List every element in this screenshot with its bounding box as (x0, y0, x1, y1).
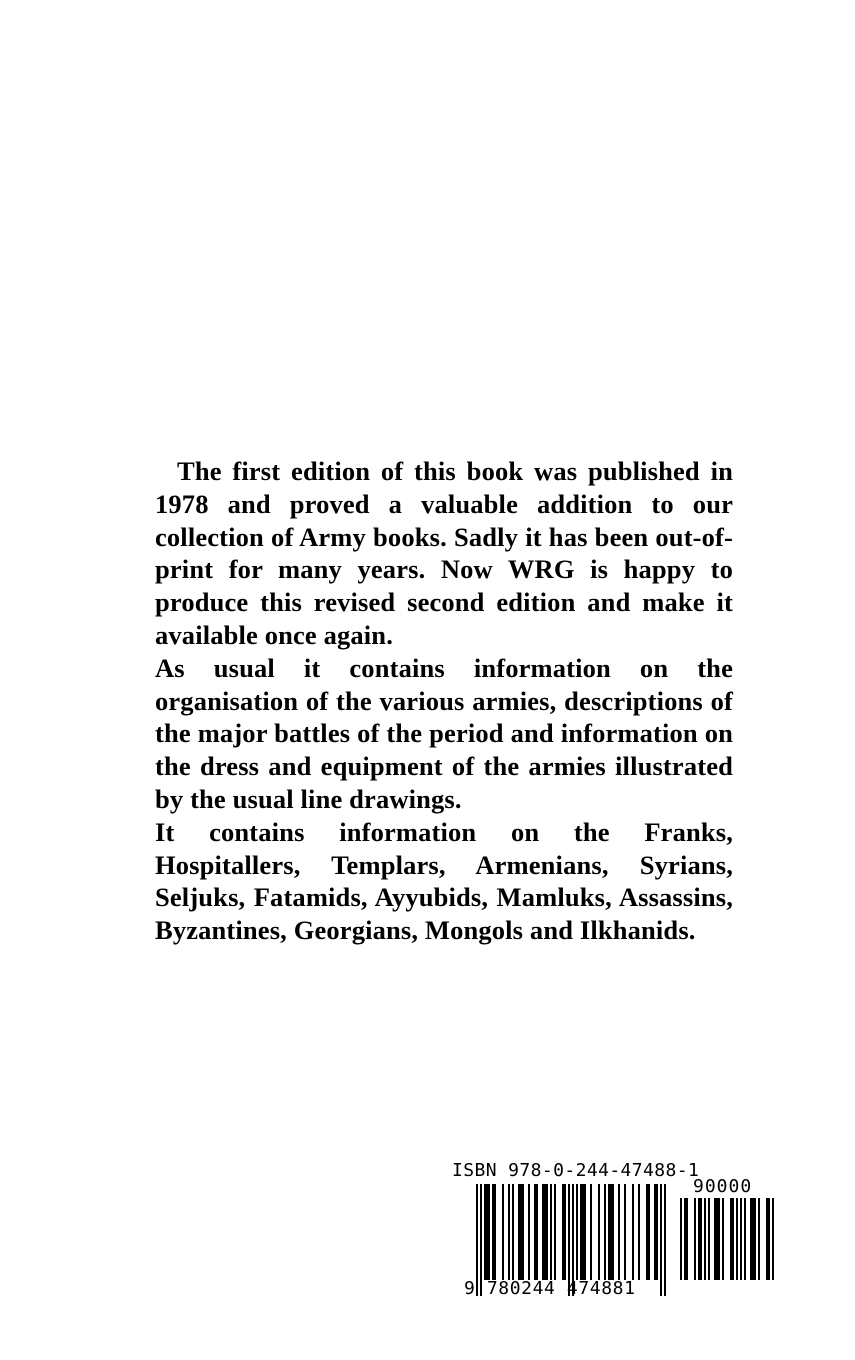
barcode-bar (648, 1184, 650, 1280)
barcode-bar (654, 1184, 656, 1280)
barcode-bar (660, 1184, 662, 1296)
price-barcode-bar (766, 1198, 768, 1280)
barcode-bar (494, 1184, 496, 1280)
price-barcode-bar (722, 1198, 724, 1280)
price-barcode-bar (752, 1198, 754, 1280)
price-barcode-bar (684, 1198, 686, 1280)
barcode-bar (656, 1184, 658, 1280)
barcode-bar (528, 1184, 530, 1280)
price-barcode-bar (680, 1198, 682, 1280)
price-barcode-bar (744, 1198, 746, 1280)
price-barcode-bar (704, 1198, 706, 1280)
barcode-bar (612, 1184, 614, 1280)
barcode-bar (484, 1184, 486, 1280)
price-barcode-bar (718, 1198, 720, 1280)
price-barcode-bar (714, 1198, 716, 1280)
barcode-bar (632, 1184, 634, 1280)
barcode-bar (580, 1184, 582, 1280)
price-barcode-bar (772, 1198, 774, 1280)
barcode-bar (550, 1184, 552, 1280)
price-code: 90000 (693, 1176, 753, 1197)
price-barcode-bar (698, 1198, 700, 1280)
price-barcode-bar (686, 1198, 688, 1280)
barcode-bar (618, 1184, 620, 1280)
barcode-bar (488, 1184, 490, 1280)
price-barcode-bar (732, 1198, 734, 1280)
barcode-bar (554, 1184, 556, 1280)
price-barcode-bar (754, 1198, 756, 1280)
barcode-bar (518, 1184, 520, 1280)
barcode-bar (508, 1184, 510, 1280)
barcode-bar (582, 1184, 584, 1280)
barcode-bar (522, 1184, 524, 1280)
price-barcode-bar (716, 1198, 718, 1280)
ean-digits: 9 780244 474881 (464, 1278, 636, 1299)
barcode-bar (610, 1184, 612, 1280)
barcode-bar (638, 1184, 640, 1280)
barcode-bar (598, 1184, 600, 1280)
barcode-bar (502, 1184, 504, 1280)
barcode-bar (584, 1184, 586, 1280)
barcode-bar (590, 1184, 592, 1280)
price-barcode-bar (758, 1198, 760, 1280)
barcode-bar (564, 1184, 566, 1280)
barcode-bar (542, 1184, 544, 1280)
barcode-bar (608, 1184, 610, 1280)
barcode-bar (664, 1184, 666, 1296)
barcode-bar (544, 1184, 546, 1280)
barcode-bar (512, 1184, 514, 1280)
barcode-bar (546, 1184, 548, 1280)
blurb-paragraph-2: As usual it contains information on the organisation of the various armies, descriptions of the major battles of the period and information on the dress and equipment of the armies illustrated by the usual line drawings. (155, 652, 733, 814)
price-barcode-bar (768, 1198, 770, 1280)
barcode-bar (536, 1184, 538, 1280)
price-barcode-bar (740, 1198, 742, 1280)
barcode-bar (534, 1184, 536, 1280)
barcode-bar (646, 1184, 648, 1280)
price-barcode-bar (694, 1198, 696, 1280)
price-barcode-bar (736, 1198, 738, 1280)
barcode-bar (520, 1184, 522, 1280)
back-cover-blurb (155, 455, 733, 947)
price-barcode-bar (730, 1198, 732, 1280)
barcode-bar (624, 1184, 626, 1280)
price-barcode-bar (750, 1198, 752, 1280)
price-barcode-bar (708, 1198, 710, 1280)
barcode-bar (492, 1184, 494, 1280)
barcode-bar (576, 1184, 578, 1280)
blurb-paragraph-1: The first edition of this book was published in 1978 and proved a valuable addition to our collection of Army books. Sadly it has been out-of-print for many years. Now WRG is happy to produce this revised second edition and make it available once again. (155, 456, 733, 650)
price-barcode-bar (700, 1198, 702, 1280)
isbn-label: ISBN 978-0-244-47488-1 (452, 1160, 700, 1181)
barcode-bar (562, 1184, 564, 1280)
barcode-bar (486, 1184, 488, 1280)
blurb-paragraph-3: It contains information on the Franks, Hospitallers, Templars, Armenians, Syrians, Seljuks, Fatamids, Ayyubids, Mamluks, Assassins, Byzantines, Georgians, Mongols and Ilkhanids. (155, 816, 733, 946)
isbn-barcode (452, 1160, 774, 1302)
barcode-bar (604, 1184, 606, 1280)
